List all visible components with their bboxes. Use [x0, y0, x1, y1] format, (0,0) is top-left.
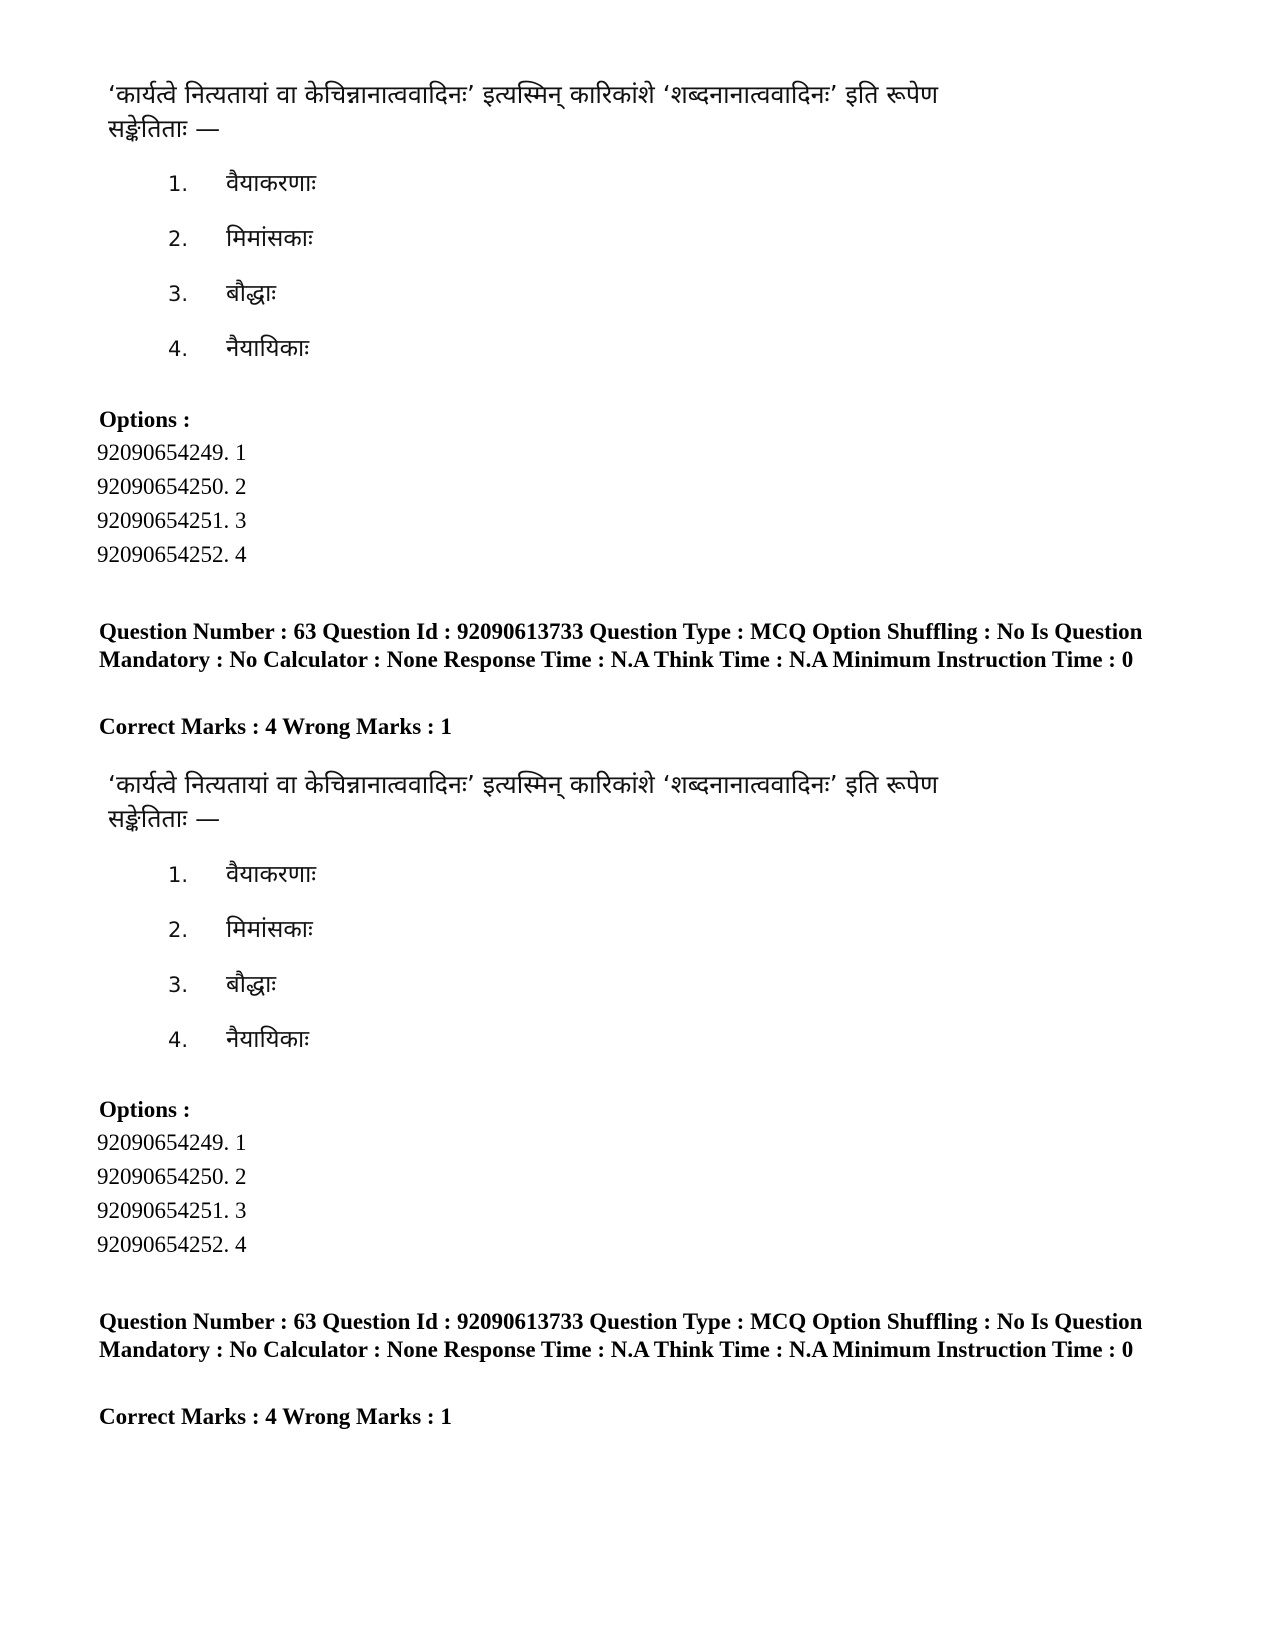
options-heading: Options : — [99, 407, 191, 432]
choice-number: 3. — [168, 282, 189, 306]
choice-item — [168, 968, 276, 1001]
choice-number: 4. — [168, 1028, 189, 1052]
question-marks: Correct Marks : 4 Wrong Marks : 1 — [99, 1404, 452, 1429]
option-id-line: 92090654252. 4 — [97, 1232, 247, 1257]
choice-text: वैयाकरणाः — [226, 860, 317, 888]
choice-number: 3. — [168, 973, 189, 997]
choice-text: नैयायिकाः — [226, 334, 310, 362]
choice-text: वैयाकरणाः — [226, 169, 317, 197]
choice-item — [168, 167, 316, 200]
choice-number: 4. — [168, 337, 189, 361]
option-id-line: 92090654252. 4 — [97, 542, 247, 567]
choice-item — [168, 858, 316, 891]
choice-number: 1. — [168, 863, 189, 887]
question-meta: Question Number : 63 Question Id : 92090613733 Question Type : MCQ Option Shuffling : No Is Question Mandatory : No Calculator : None Response Time : N.A Think Time : N.A Minimum Instruction Time : 0 — [99, 619, 1143, 672]
options-heading: Options : — [99, 1097, 191, 1122]
choice-item — [168, 913, 313, 946]
choice-item — [168, 277, 276, 310]
question-meta: Question Number : 63 Question Id : 92090613733 Question Type : MCQ Option Shuffling : No Is Question Mandatory : No Calculator : None Response Time : N.A Think Time : N.A Minimum Instruction Time : 0 — [99, 1309, 1143, 1362]
choice-item — [168, 332, 309, 365]
choice-number: 2. — [168, 227, 189, 251]
option-id-line: 92090654251. 3 — [97, 508, 247, 533]
choice-item — [168, 222, 313, 255]
choice-text: बौद्धाः — [226, 970, 277, 998]
choice-text: मिमांसकाः — [226, 224, 313, 252]
question-stem: ‘कार्यत्वे नित्यतायां वा केचिन्नानात्ववादिनः’ इत्यस्मिन् कारिकांशे ‘शब्दनानात्ववादिनः’ इति रूपेण सङ्केतिताः — — [108, 770, 939, 833]
question-marks: Correct Marks : 4 Wrong Marks : 1 — [99, 714, 452, 739]
choice-text: बौद्धाः — [226, 279, 277, 307]
option-id-line: 92090654249. 1 — [97, 1130, 247, 1155]
option-id-line: 92090654250. 2 — [97, 474, 247, 499]
option-id-line: 92090654250. 2 — [97, 1164, 247, 1189]
choice-item — [168, 1023, 309, 1056]
question-stem: ‘कार्यत्वे नित्यतायां वा केचिन्नानात्ववादिनः’ इत्यस्मिन् कारिकांशे ‘शब्दनानात्ववादिनः’ इति रूपेण सङ्केतिताः — — [108, 80, 939, 143]
choice-number: 1. — [168, 172, 189, 196]
choice-number: 2. — [168, 918, 189, 942]
choice-text: नैयायिकाः — [226, 1025, 310, 1053]
choice-text: मिमांसकाः — [226, 915, 313, 943]
option-id-line: 92090654251. 3 — [97, 1198, 247, 1223]
option-id-line: 92090654249. 1 — [97, 440, 247, 465]
